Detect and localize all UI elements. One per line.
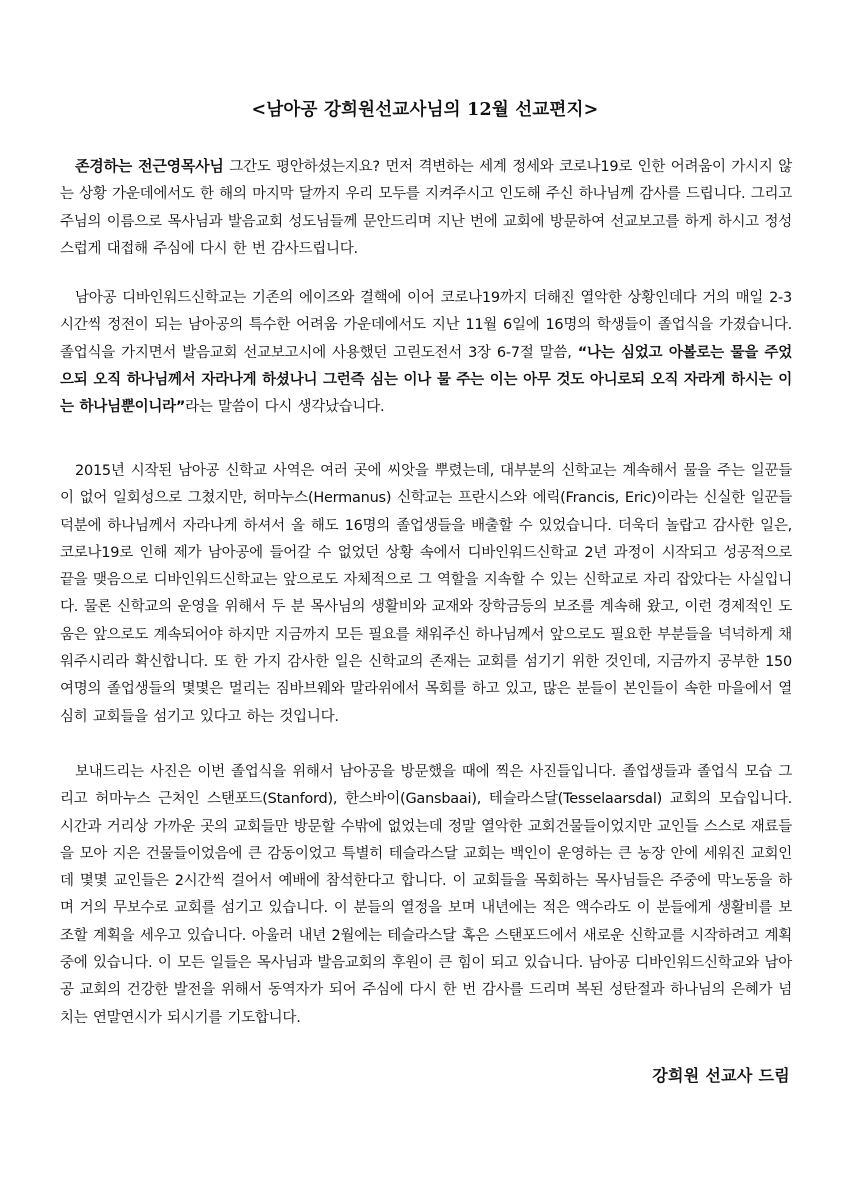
- graduation-text-before: 남아공 디바인워드신학교는 기존의 에이즈와 결핵에 이어 코로나19까지 더해진 열악한 상황인데다 거의 매일 2-3시간씩 정전이 되는 남아공의 특수한 어려움 가운데에서도 지난 11월 6일에 16명의 학생들이 졸업식을 가졌습니다. 졸업식을 가지면서 발음교회 선교보고시에 사용했던 고린도전서 3장 6-7절 말씀,: [60, 290, 792, 361]
- greeting-recipient: 존경하는 전근영목사님: [75, 157, 224, 175]
- greeting-body: 그간도 평안하셨는지요? 먼저 격변하는 세계 정세와 코로나19로 인한 어려움이 가시지 않는 상황 가운데에서도 한 해의 마지막 달까지 우리 모두를 지켜주시고 인도해 주신 하나님께 감사를 드립니다. 그리고 주님의 이름으로 목사님과 발음교회 성도님들께 문안드리며 지난 번에 교회에 방문하여 선교보고를 하게 하시고 정성스럽게 대접해 주심에 다시 한 번 감사드립니다.: [60, 159, 792, 257]
- scripture-quote: “나는 심었고 아볼로는 물을 주었으되 오직 하나님께서 자라나게 하셨나니 그런즉 심는 이나 물 주는 이는 아무 것도 아니로되 오직 자라게 하시는 이는 하나님뿐이니라”: [60, 344, 793, 416]
- signature: 강희원 선교사 드림: [652, 1066, 790, 1085]
- paragraph-photos-and-plans: 보내드리는 사진은 이번 졸업식을 위해서 남아공을 방문했을 때에 찍은 사진들입니다. 졸업생들과 졸업식 모습 그리고 허마누스 근처인 스탠포드(Stanford), 한스바이(Gansbaai), 테슬라스달(Tesselaarsdal) 교회의 모습입니다. 시간과 거리상 가까운 곳의 교회들만 방문할 수밖에 없었는데 정말 열악한 교회건물들이었지만 교인들 스스로 재료들을 모아 지은 건물들이었음에 큰 감동이었고 특별히 테슬라스달 교회는 백인이 운영하는 큰 농장 안에 세워진 교회인데 몇몇 교인들은 2시간씩 걸어서 예배에 참석한다고 합니다. 이 교회들을 목회하는 목사님들은 주중에 막노동을 하며 거의 무보수로 교회를 섬기고 있습니다. 이 분들의 열정을 보며 내년에는 적은 액수라도 이 분들에게 생활비를 보조할 계획을 세우고 있습니다. 아울러 내년 2월에는 테슬라스달 혹은 스탠포드에서 새로운 신학교를 시작하려고 계획 중에 있습니다. 이 모든 일들은 목사님과 발음교회의 후원이 큰 힘이 되고 있습니다. 남아공 디바인워드신학교와 남아공 교회의 건강한 발전을 위해서 동역자가 되어 주심에 다시 한 번 감사를 드리며 복된 성탄절과 하나님의 은혜가 넘치는 연말연시가 되시기를 기도합니다.: [60, 764, 792, 1026]
- letter-title: <남아공 강희원선교사님의 12월 선교편지>: [251, 100, 599, 120]
- paragraph-ministry-history: 2015년 시작된 남아공 신학교 사역은 여러 곳에 씨앗을 뿌렸는데, 대부분의 신학교는 계속해서 물을 주는 일꾼들이 없어 일회성으로 그쳤지만, 허마누스(Hermanus) 신학교는 프란시스와 에릭(Francis, Eric)이라는 신실한 일꾼들 덕분에 하나님께서 자라나게 하셔서 올 해도 16명의 졸업생들을 배출할 수 있었습니다. 더욱더 놀랍고 감사한 일은, 코로나19로 인해 제가 남아공에 들어갈 수 없었던 상황 속에서 디바인워드신학교 2년 과정이 시작되고 성공적으로 끝을 맺음으로 디바인워드신학교는 앞으로도 자체적으로 그 역할을 지속할 수 있는 신학교로 자리 잡았다는 사실입니다. 물론 신학교의 운영을 위해서 두 분 목사님의 생활비와 교재와 장학금등의 보조를 계속해 왔고, 이런 경제적인 도움은 앞으로도 계속되어야 하지만 지금까지 모든 필요를 채워주신 하나님께서 앞으로도 필요한 부분들을 넉넉하게 채워주시리라 확신합니다. 또 한 가지 감사한 일은 신학교의 존재는 교회를 섬기기 위한 것인데, 지금까지 공부한 150여명의 졸업생들의 몇몇은 멀리는 짐바브웨와 말라위에서 목회를 하고 있고, 많은 분들이 본인들이 속한 마을에서 열심히 교회들을 섬기고 있다고 하는 것입니다.: [60, 463, 792, 725]
- paragraph-greeting: [60, 153, 792, 263]
- paragraph-graduation: [60, 285, 792, 421]
- graduation-text-after: 라는 말씀이 다시 생각났습니다.: [185, 399, 385, 416]
